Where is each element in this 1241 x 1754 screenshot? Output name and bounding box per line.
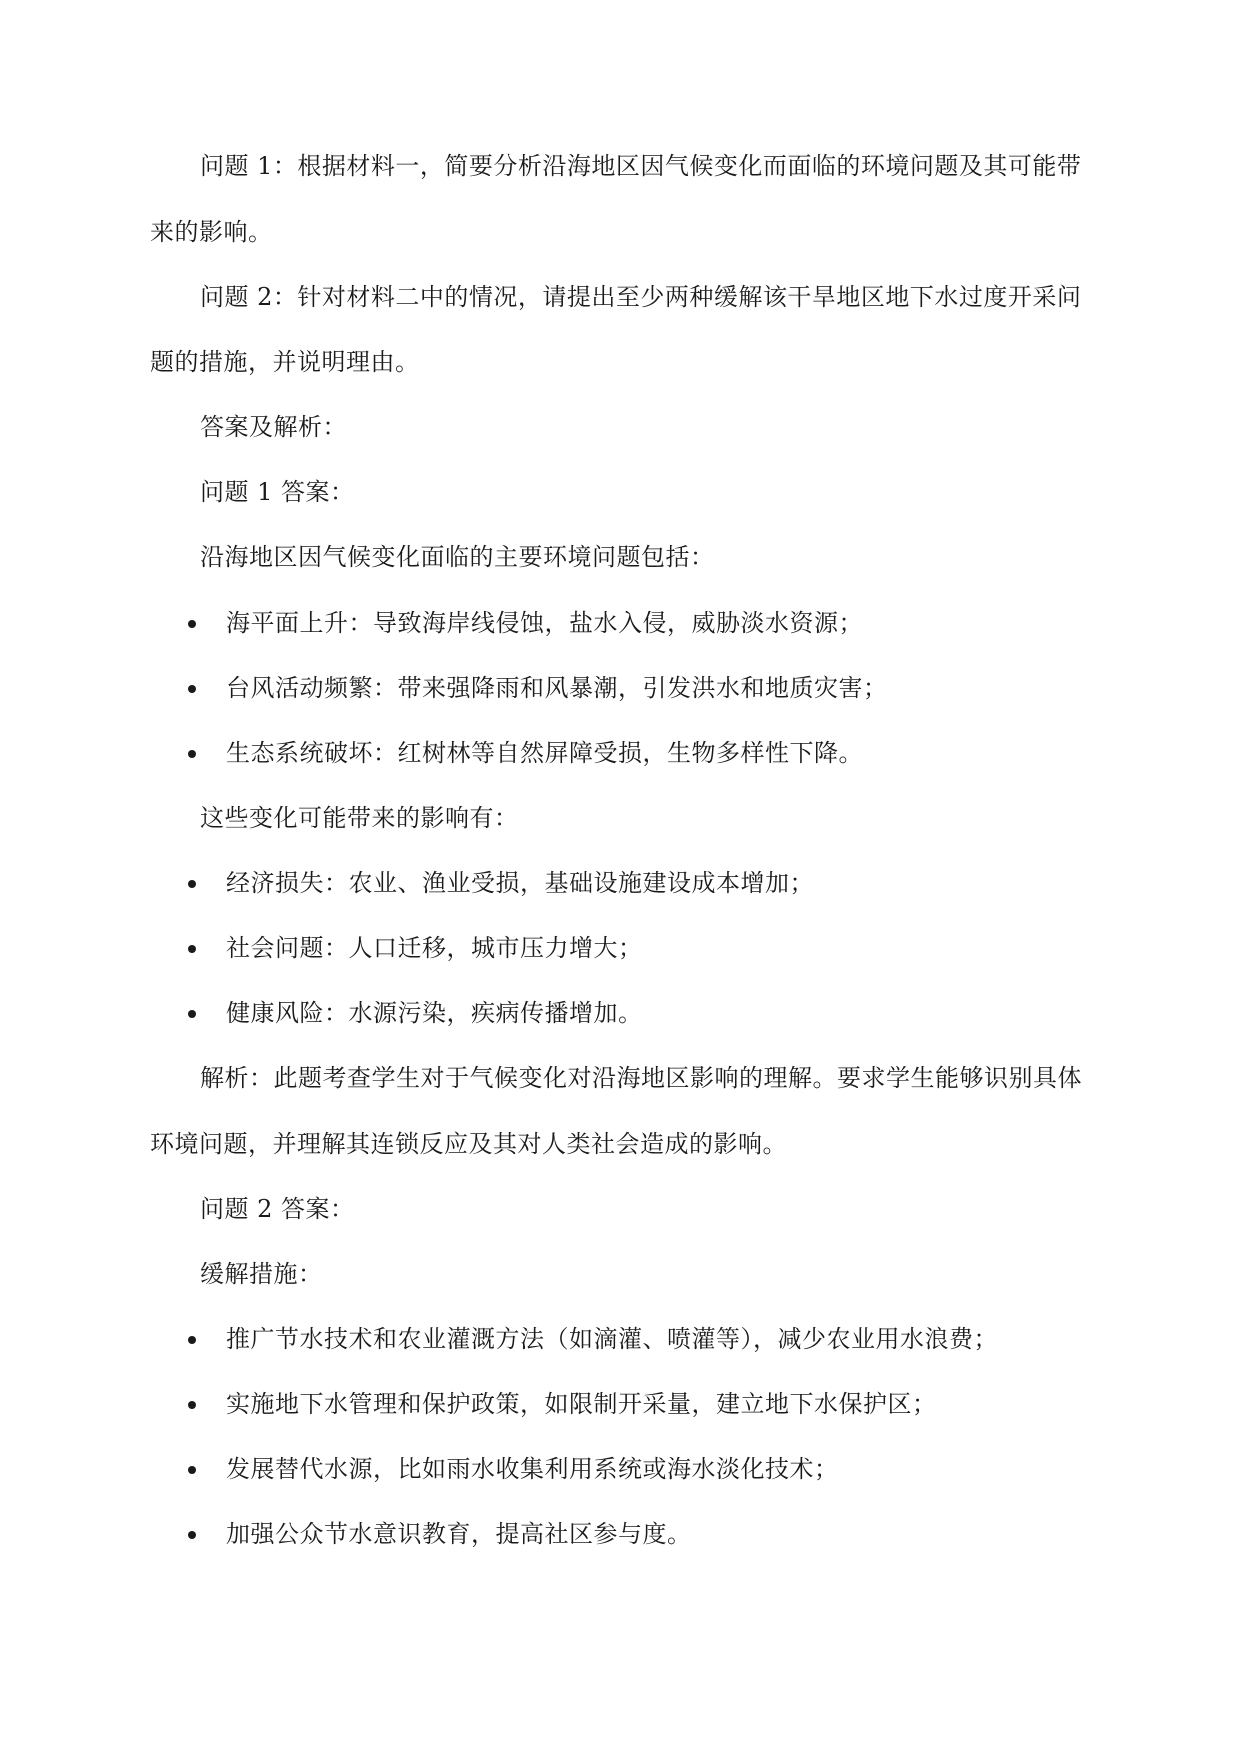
bullet-icon — [188, 685, 196, 693]
bullet-icon — [188, 880, 196, 888]
q2-measure-item: 发展替代水源，比如雨水收集利用系统或海水淡化技术； — [226, 1455, 839, 1483]
bullet-icon — [188, 1010, 196, 1018]
q2-measure-item: 推广节水技术和农业灌溉方法（如滴灌、喷灌等），减少农业用水浪费； — [226, 1325, 998, 1353]
bullet-icon — [188, 1466, 196, 1474]
q1-question-line-2: 来的影响。 — [150, 218, 273, 246]
q1-impact-item: 经济损失：农业、渔业受损，基础设施建设成本增加； — [226, 869, 814, 897]
q1-problem-item: 台风活动频繁：带来强降雨和风暴潮，引发洪水和地质灾害； — [226, 674, 888, 702]
q2-measure-item: 实施地下水管理和保护政策，如限制开采量，建立地下水保护区； — [226, 1390, 937, 1418]
answer-heading: 答案及解析： — [200, 413, 347, 441]
q1-impact-item: 社会问题：人口迁移，城市压力增大； — [226, 934, 643, 962]
bullet-icon — [188, 1531, 196, 1539]
q1-problem-item: 海平面上升：导致海岸线侵蚀，盐水入侵，威胁淡水资源； — [226, 609, 863, 637]
q1-impacts-intro: 这些变化可能带来的影响有： — [200, 804, 519, 832]
bullet-icon — [188, 620, 196, 628]
q2-answer-heading: 问题 2 答案： — [200, 1195, 355, 1223]
bullet-icon — [188, 1336, 196, 1344]
q1-analysis-line-1: 解析：此题考查学生对于气候变化对沿海地区影响的理解。要求学生能够识别具体 — [200, 1064, 1082, 1092]
q1-problems-intro: 沿海地区因气候变化面临的主要环境问题包括： — [200, 543, 715, 571]
q2-question-line-1: 问题 2：针对材料二中的情况，请提出至少两种缓解该干旱地区地下水过度开采问 — [200, 283, 1082, 311]
q1-question-line-1: 问题 1：根据材料一，简要分析沿海地区因气候变化而面临的环境问题及其可能带 — [200, 152, 1082, 180]
q1-impact-item: 健康风险：水源污染，疾病传播增加。 — [226, 999, 643, 1027]
q2-measure-item: 加强公众节水意识教育，提高社区参与度。 — [226, 1520, 692, 1548]
bullet-icon — [188, 1401, 196, 1409]
bullet-icon — [188, 945, 196, 953]
q2-measures-intro: 缓解措施： — [200, 1260, 323, 1288]
q1-problem-item: 生态系统破坏：红树林等自然屏障受损，生物多样性下降。 — [226, 739, 863, 767]
bullet-icon — [188, 750, 196, 758]
q2-question-line-2: 题的措施，并说明理由。 — [150, 348, 420, 376]
q1-analysis-line-2: 环境问题，并理解其连锁反应及其对人类社会造成的影响。 — [150, 1130, 787, 1158]
q1-answer-heading: 问题 1 答案： — [200, 478, 355, 506]
